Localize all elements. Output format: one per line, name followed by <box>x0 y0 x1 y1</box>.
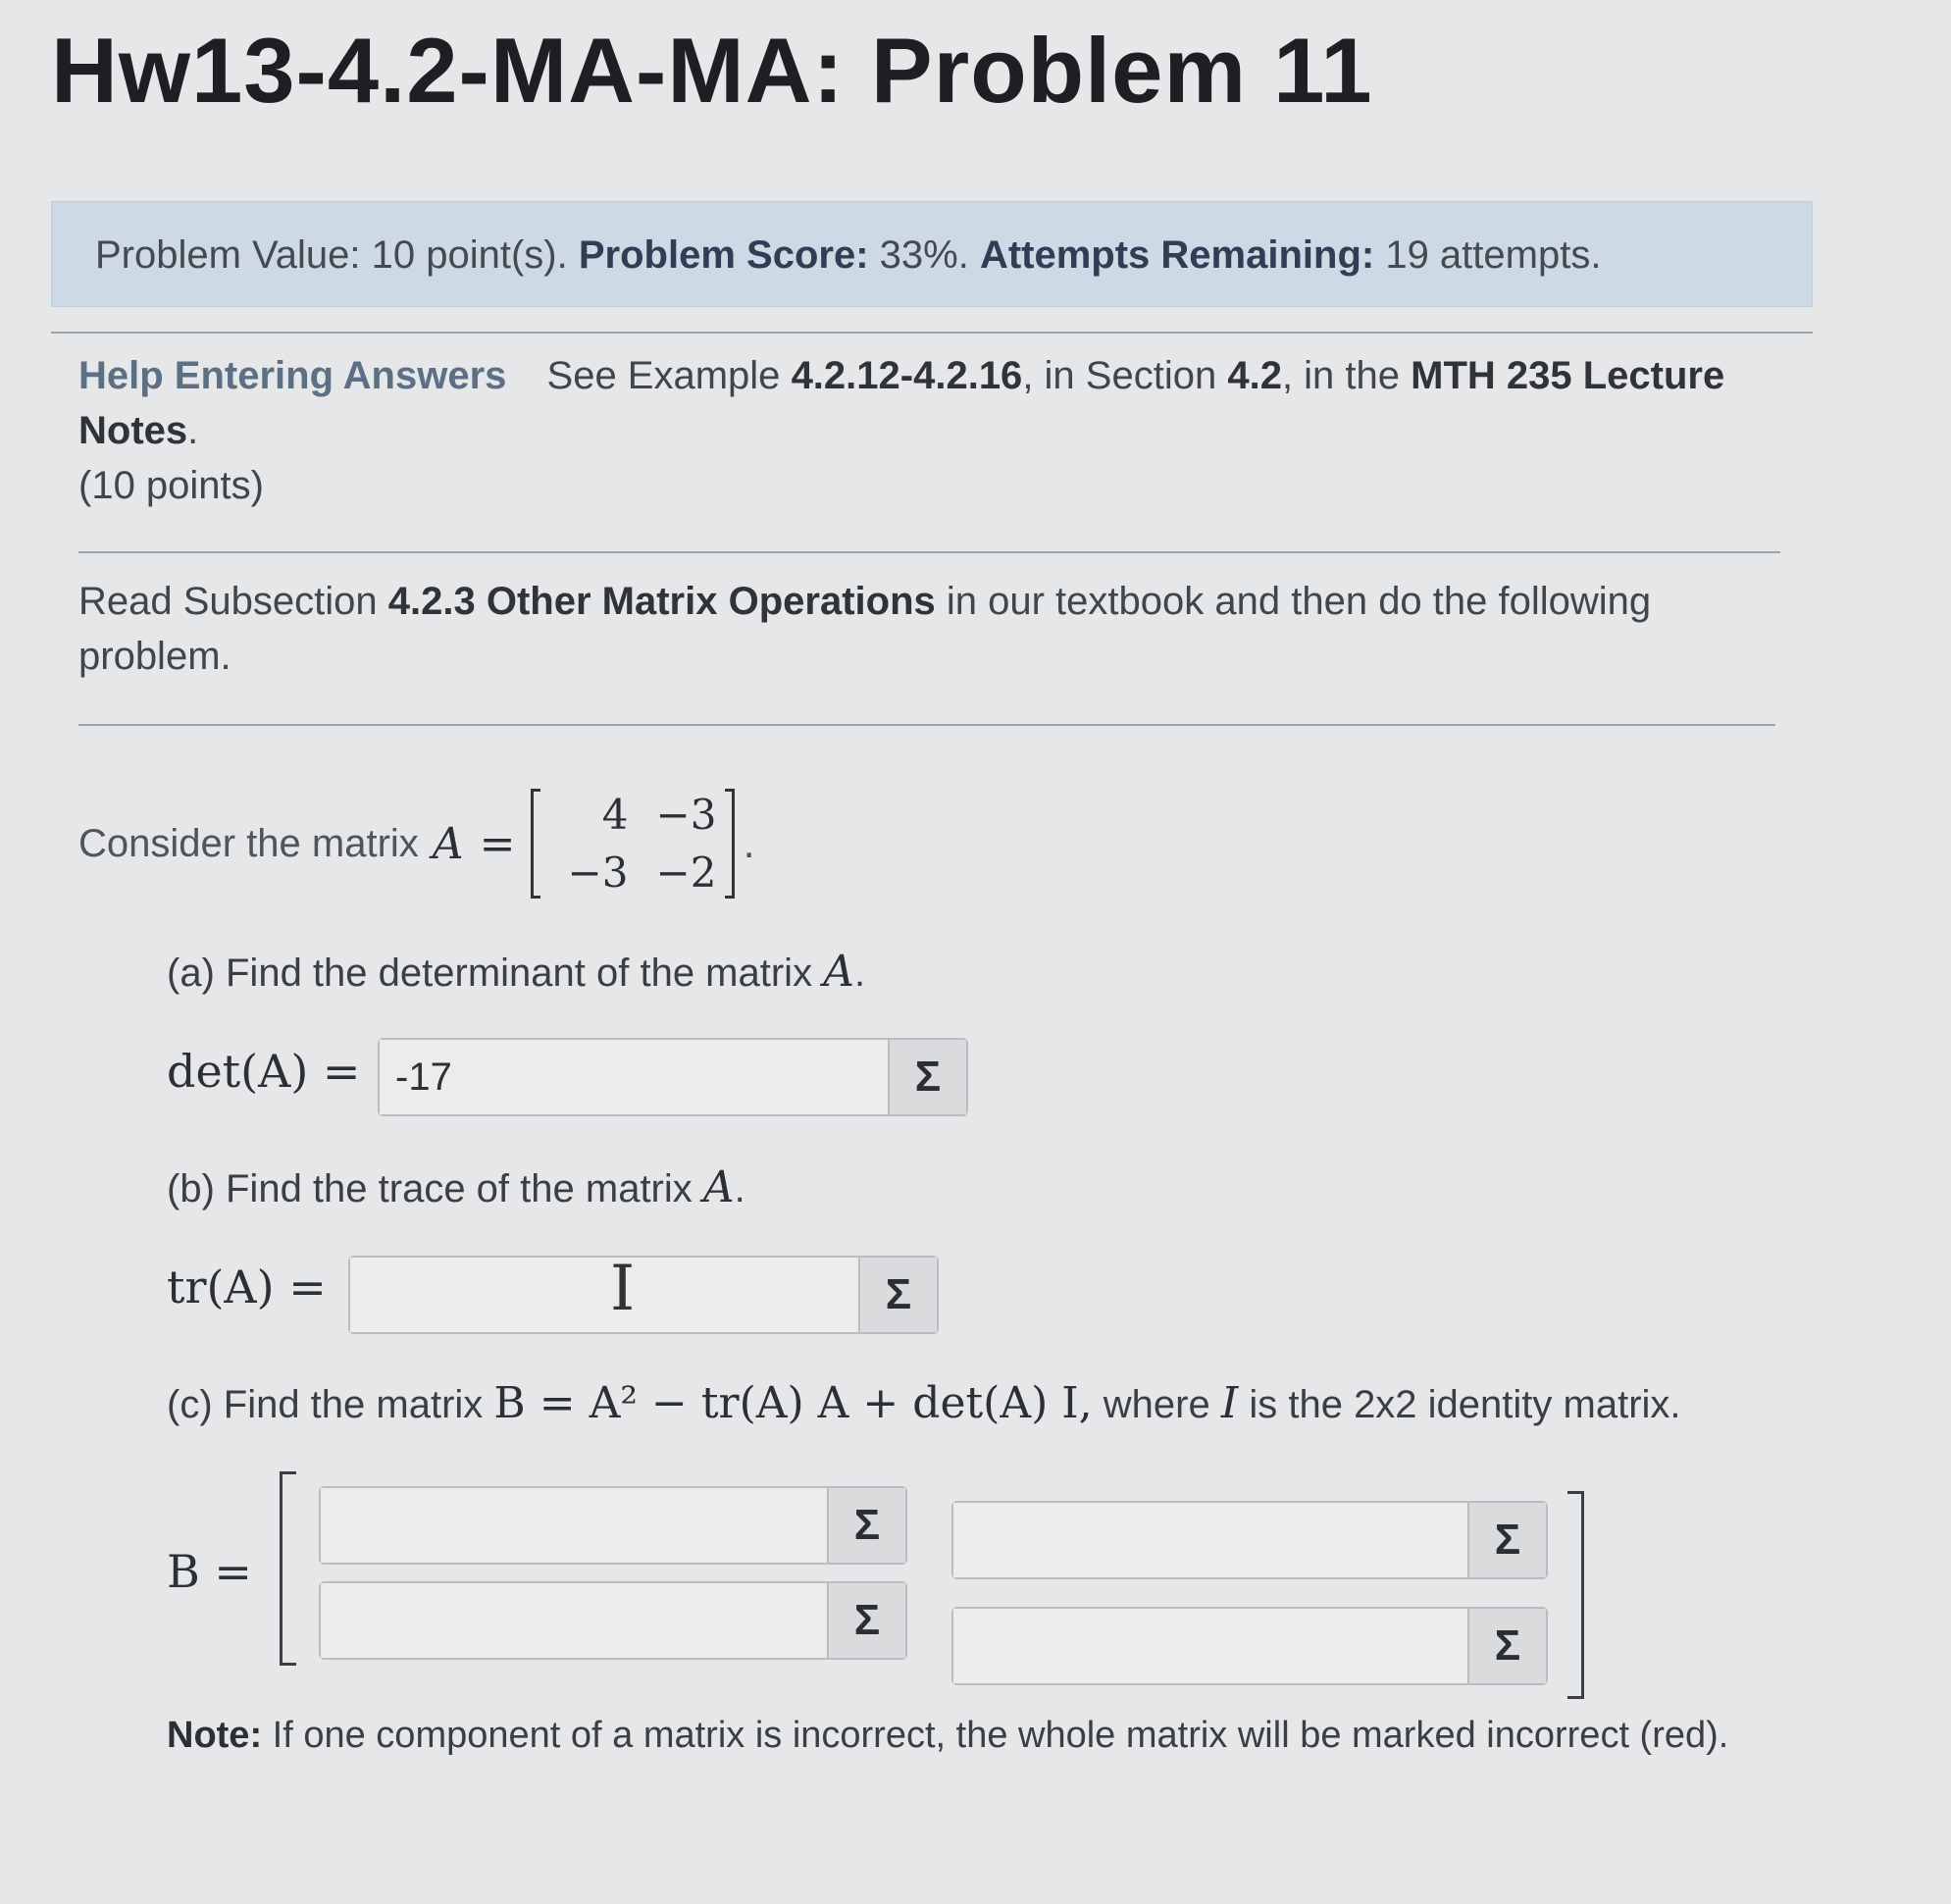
matrix-name: A <box>432 818 464 869</box>
problem-value: 10 point(s). <box>371 233 568 277</box>
consider-text: Consider the matrix <box>78 821 419 865</box>
problem-info-bar <box>51 201 1813 307</box>
matrix-statement <box>78 785 755 902</box>
matrix-a <box>531 789 735 899</box>
matrix-b-cell-input[interactable] <box>953 1609 1467 1683</box>
reading-subsection: 4.2.3 Other <box>387 580 591 623</box>
reading-prefix: Read Subsection <box>78 580 378 623</box>
matrix-a-cell: −2 <box>655 849 717 897</box>
part-c-formula: B = A² − tr(A) A + det(A) I, <box>493 1378 1093 1428</box>
part-c-prompt: (c) Find the matrix B = A² − tr(A) A + det(A) I, where I is the 2x2 identity matrix. <box>167 1378 1681 1428</box>
matrix-a-cell: −3 <box>567 849 629 897</box>
part-a-prompt: (a) Find the determinant of the matrix A. <box>167 947 866 997</box>
det-answer-box <box>378 1038 968 1116</box>
problem-value-label: Problem Value: <box>95 233 361 277</box>
divider <box>51 332 1813 334</box>
points-text: (10 points) <box>78 464 264 507</box>
matrix-b-cell-input[interactable] <box>321 1583 827 1658</box>
matrix-note <box>167 1709 1736 1762</box>
trace-label: tr(A) = <box>167 1261 327 1313</box>
divider <box>78 551 1780 553</box>
matrix-b-cell-input[interactable] <box>321 1488 827 1563</box>
part-b-prompt: (b) Find the trace of the matrix A. <box>167 1162 745 1212</box>
matrix-b-right-bracket <box>1567 1491 1584 1699</box>
matrix-a-cell: 4 <box>601 791 629 839</box>
help-in-section-text: , in Section <box>1022 354 1217 397</box>
trace-answer-input[interactable] <box>350 1258 858 1332</box>
matrix-b-label: B = <box>167 1545 252 1598</box>
sigma-icon[interactable]: Σ <box>1467 1503 1546 1577</box>
example-range: 4.2.12-4.2.16 <box>791 354 1023 397</box>
sigma-icon[interactable]: Σ <box>827 1488 905 1563</box>
note-text: If one component of a matrix is incorrect, the whole matrix will be marked incorrect (red). <box>272 1715 1729 1756</box>
reading-suffix: in our textbook and then do the following problem. <box>78 580 1652 678</box>
sigma-icon[interactable]: Σ <box>888 1040 966 1114</box>
attempts-remaining-label: Attempts Remaining: <box>979 233 1375 277</box>
divider <box>78 724 1775 726</box>
section-number: 4.2 <box>1227 354 1282 397</box>
note-label: Note: <box>167 1715 263 1756</box>
sigma-icon[interactable]: Σ <box>858 1258 937 1332</box>
det-answer-input[interactable]: -17 <box>380 1040 888 1114</box>
reading-topic: Matrix Operations <box>601 580 936 623</box>
help-in-the-text: , in the <box>1281 354 1401 397</box>
help-section: Help Entering Answers See Example 4.2.12-4.2.16, in Section 4.2, in the MTH 235 Lecture Notes. (10 points) <box>78 348 1766 513</box>
help-entering-answers-link[interactable]: Help Entering Answers <box>78 354 507 397</box>
reading-instruction <box>78 574 1746 684</box>
matrix-a-cell: −3 <box>655 791 717 839</box>
text-cursor-icon: I <box>610 1253 636 1325</box>
page-title: Hw13-4.2-MA-MA: Problem 11 <box>51 19 1373 122</box>
matrix-b-cell-box <box>319 1486 907 1565</box>
attempts-remaining: 19 attempts. <box>1385 233 1602 277</box>
equals-sign: = <box>479 818 516 869</box>
sigma-icon[interactable]: Σ <box>1467 1609 1546 1683</box>
matrix-b-cell-box <box>951 1501 1548 1579</box>
problem-score: 33%. <box>879 233 969 277</box>
help-see-text: See Example <box>546 354 781 397</box>
det-label: det(A) = <box>167 1045 361 1098</box>
sigma-icon[interactable]: Σ <box>827 1583 905 1658</box>
matrix-b-cell-box <box>951 1607 1548 1685</box>
trace-answer-box <box>348 1256 939 1334</box>
problem-score-label: Problem Score: <box>578 233 869 277</box>
matrix-period: . <box>743 819 755 867</box>
matrix-b-cell-box <box>319 1581 907 1660</box>
matrix-b-left-bracket <box>280 1471 296 1666</box>
lecture-notes-name: MTH 235 Lecture Notes <box>78 354 1725 452</box>
matrix-b-cell-input[interactable] <box>953 1503 1467 1577</box>
